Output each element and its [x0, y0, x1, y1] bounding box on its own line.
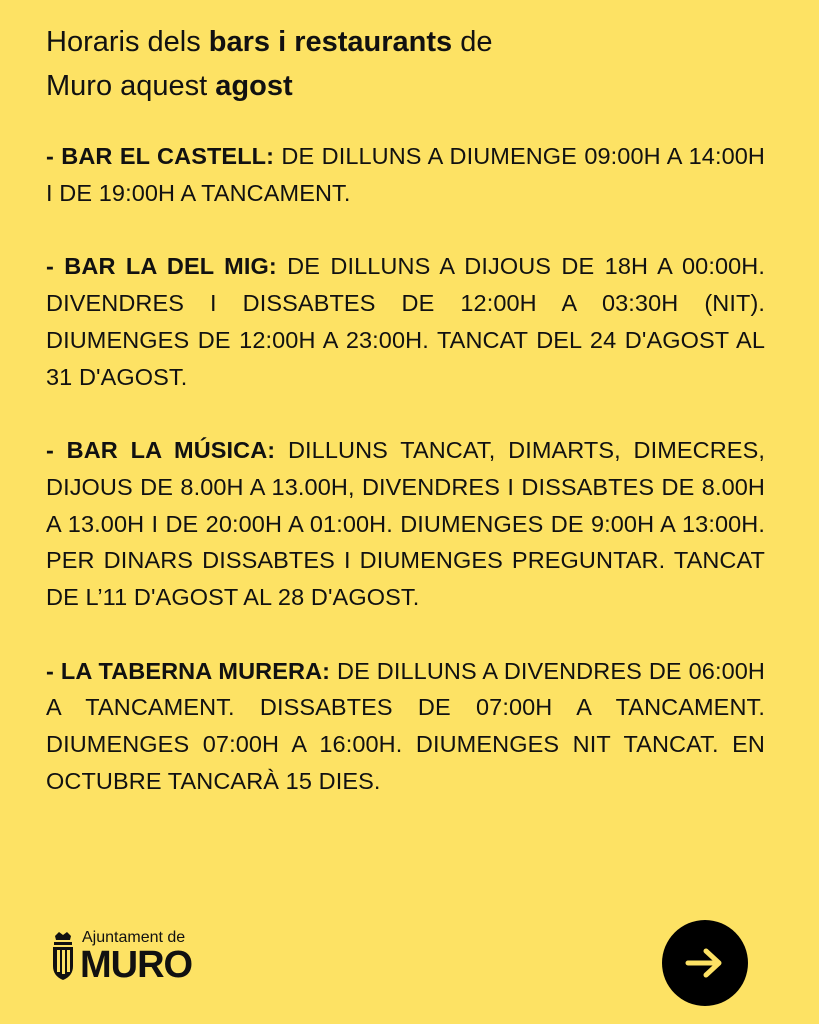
title-part2: de	[452, 26, 493, 58]
entry-text: DE DILLUNS A DIUMENGE 09:00H A 14:00H I DE 19:00H A TANCAMENT.	[46, 143, 765, 206]
title-part3: Muro aquest	[46, 70, 216, 102]
arrow-right-icon	[685, 946, 725, 980]
title-part1: Horaris dels	[46, 26, 209, 58]
ajuntament-logo	[50, 928, 210, 988]
logo-name: MURO	[80, 944, 193, 986]
title-bold2: agost	[215, 70, 293, 102]
logo-subtitle: Ajuntament de	[82, 929, 186, 946]
entry-name: - BAR LA MÚSICA:	[46, 437, 276, 464]
entry-text: DILLUNS TANCAT, DIMARTS, DIMECRES, DIJOUS DE 8.00H A 13.00H, DIVENDRES I DISSABTES DE 8.00H A 13.00H I DE 20:00H A 01:00H. DIUMENGES DE 9:00H A 13:00H. PER DINARS DISSABTES I DIUMENGES PREGUNTAR. TANCAT DE L’11 D'AGOST AL 28 D'AGOST.	[46, 437, 765, 611]
title-bold1: bars i restaurants	[208, 26, 453, 58]
schedule-list	[46, 138, 765, 837]
entry-name: - BAR EL CASTELL:	[46, 143, 275, 169]
coat-of-arms-icon	[50, 930, 76, 982]
entry-text: DE DILLUNS A DIJOUS DE 18H A 00:00H. DIVENDRES I DISSABTES DE 12:00H A 03:30H (NIT). DIUMENGES DE 12:00H A 23:00H. TANCAT DEL 24 D'AGOST AL 31 D'AGOST.	[46, 253, 766, 390]
schedule-entry-bar-la-musica	[46, 432, 765, 616]
entry-text: DE DILLUNS A DIVENDRES DE 06:00H A TANCAMENT. DISSABTES DE 07:00H A TANCAMENT. DIUMENGES 07:00H A 16:00H. DIUMENGES NIT TANCAT. EN OCTUBRE TANCARÀ 15 DIES.	[46, 657, 765, 794]
schedule-entry-bar-la-del-mig	[46, 248, 765, 395]
entry-name: - BAR LA DEL MIG:	[46, 253, 277, 280]
next-button[interactable]	[662, 920, 748, 1006]
schedule-entry-bar-el-castell	[46, 138, 765, 211]
entry-name: - LA TABERNA MURERA:	[46, 657, 331, 684]
schedule-entry-la-taberna-murera	[46, 653, 765, 800]
page-title	[46, 20, 606, 108]
